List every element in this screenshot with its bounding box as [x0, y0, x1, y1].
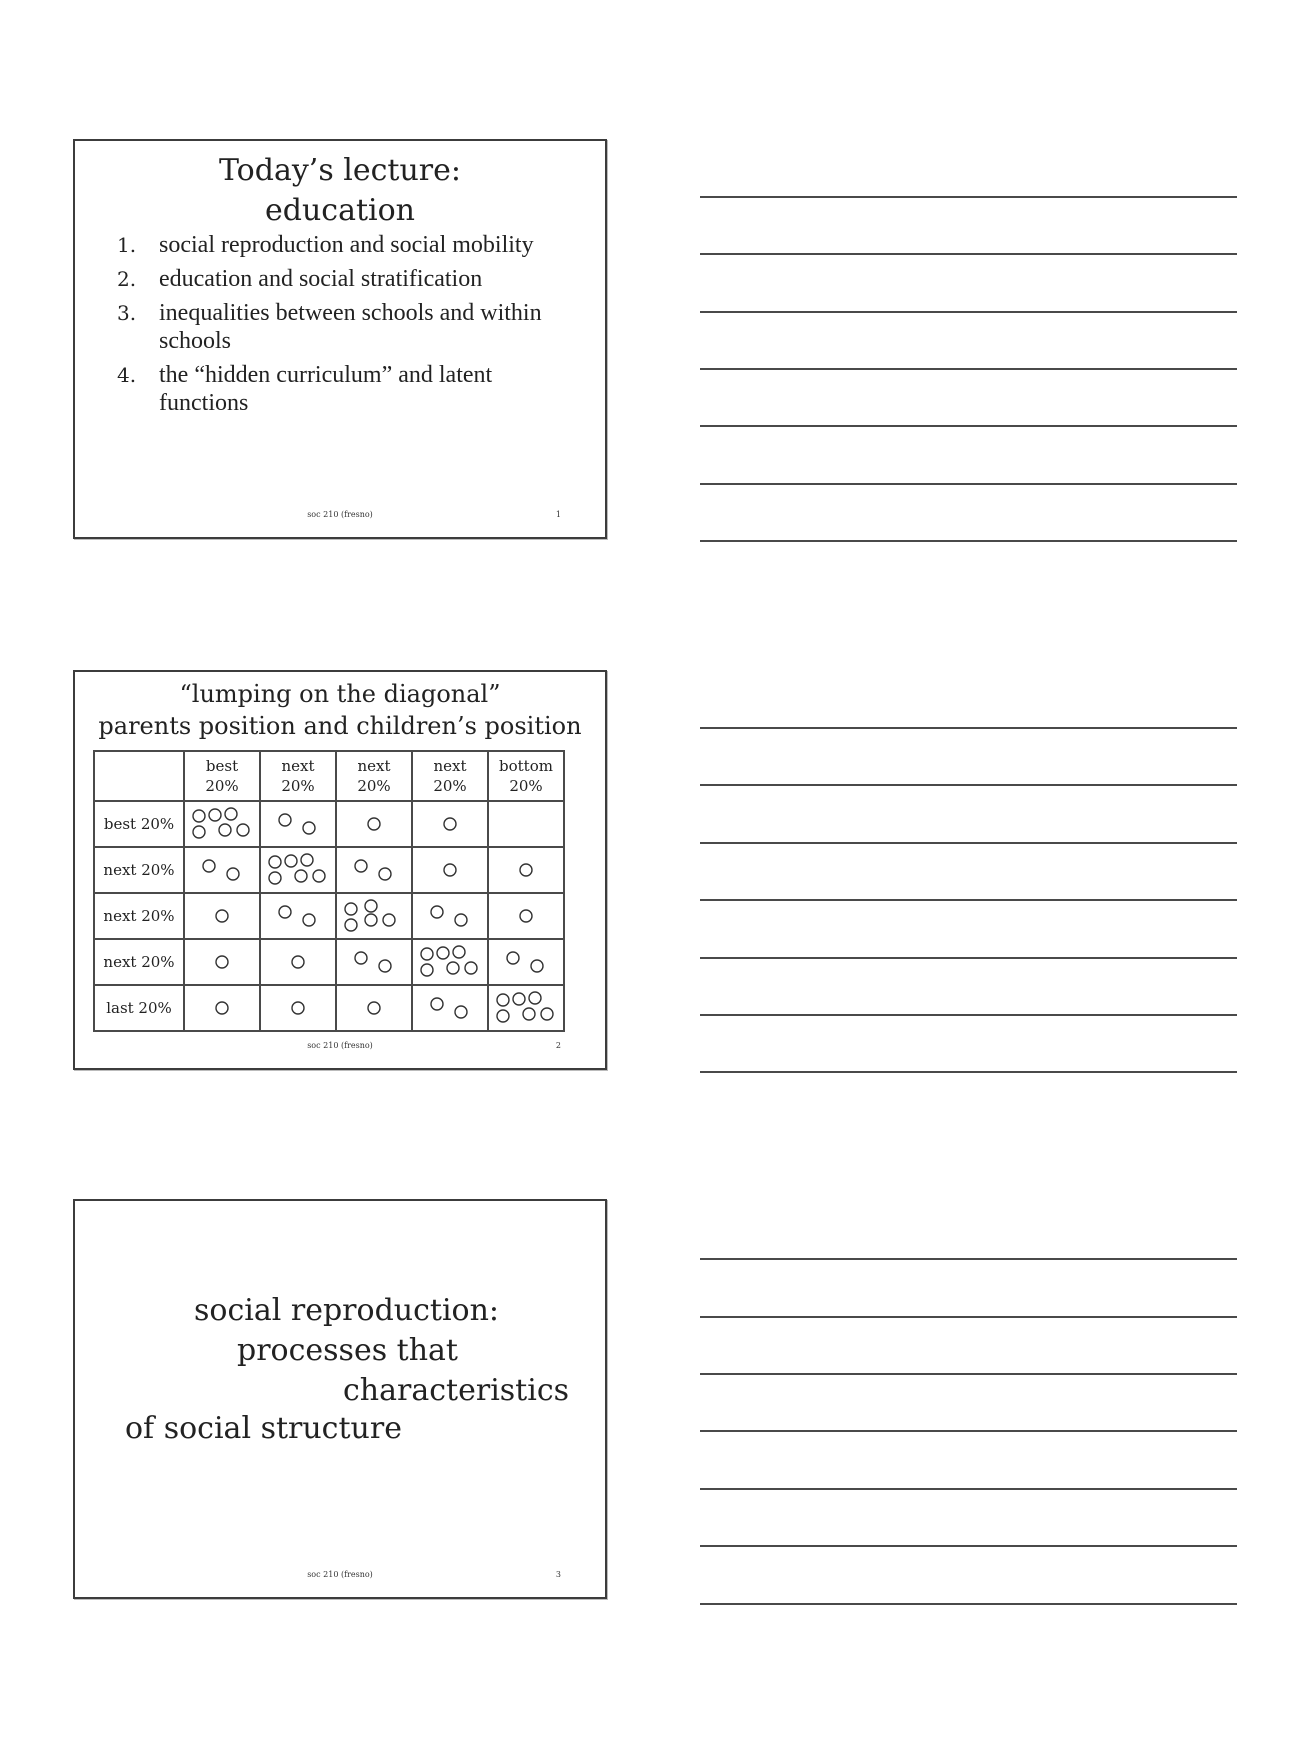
- circle-group: [337, 802, 411, 846]
- table-cell: [488, 893, 564, 939]
- table-row: [94, 801, 564, 847]
- table-cell: [488, 985, 564, 1031]
- circle-mark: [379, 868, 391, 880]
- circle-mark: [295, 870, 307, 882]
- slide-text-line: of social structure: [125, 1411, 402, 1446]
- circle-mark: [507, 952, 519, 964]
- slide-title-line-2: education: [265, 193, 415, 228]
- circle-mark: [313, 870, 325, 882]
- circle-mark: [193, 826, 205, 838]
- slide-number: 1: [555, 510, 561, 519]
- circle-mark: [303, 822, 315, 834]
- table-row: [94, 893, 564, 939]
- mobility-table: [93, 750, 565, 1032]
- circle-group: [185, 986, 259, 1030]
- circle-group: [185, 894, 259, 938]
- circle-mark: [216, 956, 228, 968]
- notes-line: [700, 540, 1237, 542]
- circle-mark: [292, 956, 304, 968]
- notes-line: [700, 1373, 1237, 1375]
- circle-group: [261, 986, 335, 1030]
- slide-text-line: social reproduction:: [194, 1293, 500, 1328]
- circle-mark: [303, 914, 315, 926]
- table-cell: [184, 939, 260, 985]
- notes-line: [700, 727, 1237, 729]
- slide-text-line: characteristics: [343, 1373, 570, 1408]
- notes-line: [700, 253, 1237, 255]
- table-cell: [260, 847, 336, 893]
- column-header: next 20%: [336, 751, 412, 801]
- circle-mark: [279, 814, 291, 826]
- table-cell: [260, 893, 336, 939]
- list-item: 2. education and social stratification: [117, 266, 483, 292]
- table-cell: [412, 985, 488, 1031]
- table-cell: [488, 847, 564, 893]
- circle-group: [185, 802, 259, 846]
- circle-mark: [292, 1002, 304, 1014]
- circle-mark: [431, 906, 443, 918]
- circle-mark: [455, 914, 467, 926]
- corner-cell: [94, 751, 184, 801]
- row-header: next 20%: [94, 893, 184, 939]
- circle-mark: [269, 856, 281, 868]
- circle-mark: [421, 948, 433, 960]
- circle-group: [261, 802, 335, 846]
- circle-group: [337, 848, 411, 892]
- notes-line: [700, 842, 1237, 844]
- list-item: 3. inequalities between schools and within schools: [117, 300, 542, 354]
- column-header: next 20%: [260, 751, 336, 801]
- table-cell: [336, 847, 412, 893]
- column-header: best 20%: [184, 751, 260, 801]
- row-header: next 20%: [94, 939, 184, 985]
- circle-mark: [520, 864, 532, 876]
- circle-group: [337, 940, 411, 984]
- notes-line: [700, 196, 1237, 198]
- circle-mark: [227, 868, 239, 880]
- circle-mark: [513, 993, 525, 1005]
- circle-mark: [437, 947, 449, 959]
- slide-number: 3: [555, 1570, 561, 1579]
- circle-mark: [216, 1002, 228, 1014]
- circle-group: [489, 986, 563, 1030]
- slide-1: [73, 139, 607, 539]
- circle-group: [185, 848, 259, 892]
- table-cell: [184, 847, 260, 893]
- circle-group: [413, 940, 487, 984]
- slide-text-line: processes that: [237, 1333, 458, 1368]
- slide-title-line-1: “lumping on the diagonal”: [179, 680, 501, 708]
- table-cell: [260, 939, 336, 985]
- slide-title-line-1: Today’s lecture:: [219, 153, 461, 188]
- table-cell: [336, 985, 412, 1031]
- table-cell: [412, 847, 488, 893]
- circle-group: [413, 848, 487, 892]
- notes-line: [700, 1014, 1237, 1016]
- notes-line: [700, 1258, 1237, 1260]
- notes-line: [700, 368, 1237, 370]
- table-cell: [488, 939, 564, 985]
- notes-line: [700, 899, 1237, 901]
- circle-group: [413, 894, 487, 938]
- table-cell: [184, 801, 260, 847]
- table-cell: [184, 985, 260, 1031]
- notes-line: [700, 425, 1237, 427]
- table-cell: [412, 939, 488, 985]
- slide-title: [75, 678, 605, 742]
- lecture-topics-list: [117, 231, 587, 423]
- circle-group: [337, 986, 411, 1030]
- table-cell: [412, 801, 488, 847]
- circle-mark: [203, 860, 215, 872]
- circle-mark: [301, 854, 313, 866]
- circle-mark: [365, 914, 377, 926]
- notes-line: [700, 483, 1237, 485]
- circle-group: [413, 986, 487, 1030]
- circle-mark: [444, 864, 456, 876]
- circle-mark: [193, 810, 205, 822]
- circle-mark: [520, 910, 532, 922]
- circle-group: [413, 802, 487, 846]
- circle-mark: [345, 903, 357, 915]
- notes-line: [700, 1603, 1237, 1605]
- circle-mark: [523, 1008, 535, 1020]
- table-cell: [336, 893, 412, 939]
- circle-mark: [368, 1002, 380, 1014]
- table-row: [94, 847, 564, 893]
- circle-mark: [225, 808, 237, 820]
- circle-mark: [529, 992, 541, 1004]
- circle-group: [261, 894, 335, 938]
- notes-line: [700, 1430, 1237, 1432]
- slide-title: [75, 151, 605, 231]
- slide-number: 2: [555, 1041, 561, 1050]
- circle-mark: [465, 962, 477, 974]
- circle-mark: [541, 1008, 553, 1020]
- table-cell: [412, 893, 488, 939]
- slide-3: [73, 1199, 607, 1599]
- table-row: [94, 985, 564, 1031]
- circle-mark: [209, 809, 221, 821]
- circle-mark: [269, 872, 281, 884]
- table-header-row: [94, 751, 564, 801]
- slide-footer: soc 210 (fresno): [307, 1041, 373, 1050]
- notes-line: [700, 311, 1237, 313]
- circle-mark: [355, 860, 367, 872]
- slide-footer: soc 210 (fresno): [307, 1570, 373, 1579]
- notes-line: [700, 957, 1237, 959]
- circle-mark: [383, 914, 395, 926]
- table-cell: [260, 801, 336, 847]
- circle-mark: [368, 818, 380, 830]
- slide-footer: soc 210 (fresno): [307, 510, 373, 519]
- notes-line: [700, 784, 1237, 786]
- circle-mark: [365, 900, 377, 912]
- circle-group: [489, 848, 563, 892]
- circle-mark: [431, 998, 443, 1010]
- circle-group: [337, 894, 411, 938]
- table-cell: [260, 985, 336, 1031]
- row-header: next 20%: [94, 847, 184, 893]
- table-row: [94, 939, 564, 985]
- circle-mark: [497, 1010, 509, 1022]
- circle-mark: [219, 824, 231, 836]
- table-cell: [184, 893, 260, 939]
- circle-mark: [216, 910, 228, 922]
- table-cell: [336, 939, 412, 985]
- column-header: next 20%: [412, 751, 488, 801]
- circle-mark: [455, 1006, 467, 1018]
- circle-group: [489, 802, 563, 846]
- circle-mark: [355, 952, 367, 964]
- row-header: last 20%: [94, 985, 184, 1031]
- list-item: 4. the “hidden curriculum” and latent functions: [117, 362, 493, 416]
- circle-mark: [285, 855, 297, 867]
- circle-mark: [345, 919, 357, 931]
- column-header: bottom 20%: [488, 751, 564, 801]
- circle-mark: [279, 906, 291, 918]
- circle-mark: [453, 946, 465, 958]
- slide-title-line-2: parents position and children’s position: [98, 712, 582, 740]
- list-item: 1. social reproduction and social mobility: [117, 232, 534, 258]
- circle-mark: [497, 994, 509, 1006]
- circle-mark: [444, 818, 456, 830]
- circle-mark: [237, 824, 249, 836]
- circle-group: [261, 848, 335, 892]
- circle-group: [489, 894, 563, 938]
- notes-line: [700, 1316, 1237, 1318]
- circle-mark: [447, 962, 459, 974]
- circle-mark: [531, 960, 543, 972]
- table-cell: [336, 801, 412, 847]
- notes-line: [700, 1488, 1237, 1490]
- circle-mark: [379, 960, 391, 972]
- circle-group: [261, 940, 335, 984]
- notes-line: [700, 1071, 1237, 1073]
- circle-group: [489, 940, 563, 984]
- notes-line: [700, 1545, 1237, 1547]
- circle-group: [185, 940, 259, 984]
- circle-mark: [421, 964, 433, 976]
- table-cell: [488, 801, 564, 847]
- row-header: best 20%: [94, 801, 184, 847]
- slide-2: [73, 670, 607, 1070]
